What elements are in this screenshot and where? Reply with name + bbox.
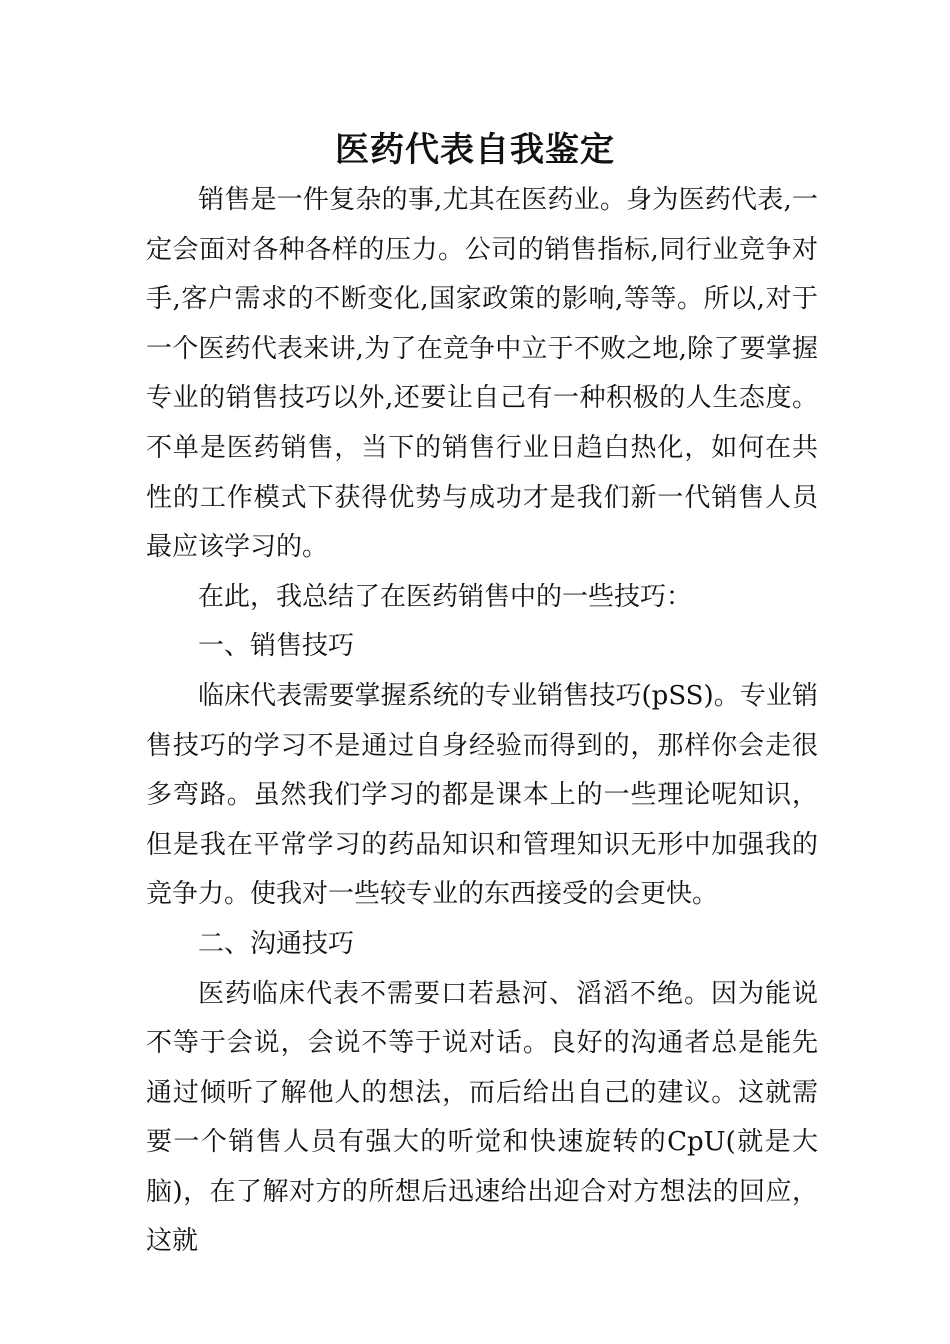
document-body (146, 176, 818, 1267)
section-heading-sales-skills: 一、销售技巧 (198, 631, 355, 662)
paragraph-sales-skills: 临床代表需要掌握系统的专业销售技巧(pSS)。专业销售技巧的学习不是通过自身经验而得到的，那样你会走很多弯路。虽然我们学习的都是课本上的一些理论呢知识，但是我在平常学习的药品知识和管理知识无形中加强我的竞争力。使我对一些较专业的东西接受的会更快。 (146, 680, 818, 910)
section-heading-communication-skills: 二、沟通技巧 (198, 928, 355, 959)
paragraph-intro: 销售是一件复杂的事,尤其在医药业。身为医药代表,一定会面对各种各样的压力。公司的销售指标,同行业竞争对手,客户需求的不断变化,国家政策的影响,等等。所以,对于一个医药代表来讲,为了在竞争中立于不败之地,除了要掌握专业的销售技巧以外,还要让自己有一种积极的人生态度。不单是医药销售，当下的销售行业日趋白热化，如何在共性的工作模式下获得优势与成功才是我们新一代销售人员最应该学习的。 (146, 185, 818, 563)
paragraph-summary-lead: 在此，我总结了在医药销售中的一些技巧： (198, 581, 693, 612)
paragraph-communication-skills: 医药临床代表不需要口若悬河、滔滔不绝。因为能说不等于会说，会说不等于说对话。良好的沟通者总是能先通过倾听了解他人的想法，而后给出自己的建议。这就需要一个销售人员有强大的听觉和快速旋转的CpU(就是大脑)，在了解对方的所想后迅速给出迎合对方想法的回应，这就 (146, 978, 818, 1257)
document-title: 医药代表自我鉴定 (335, 130, 615, 170)
